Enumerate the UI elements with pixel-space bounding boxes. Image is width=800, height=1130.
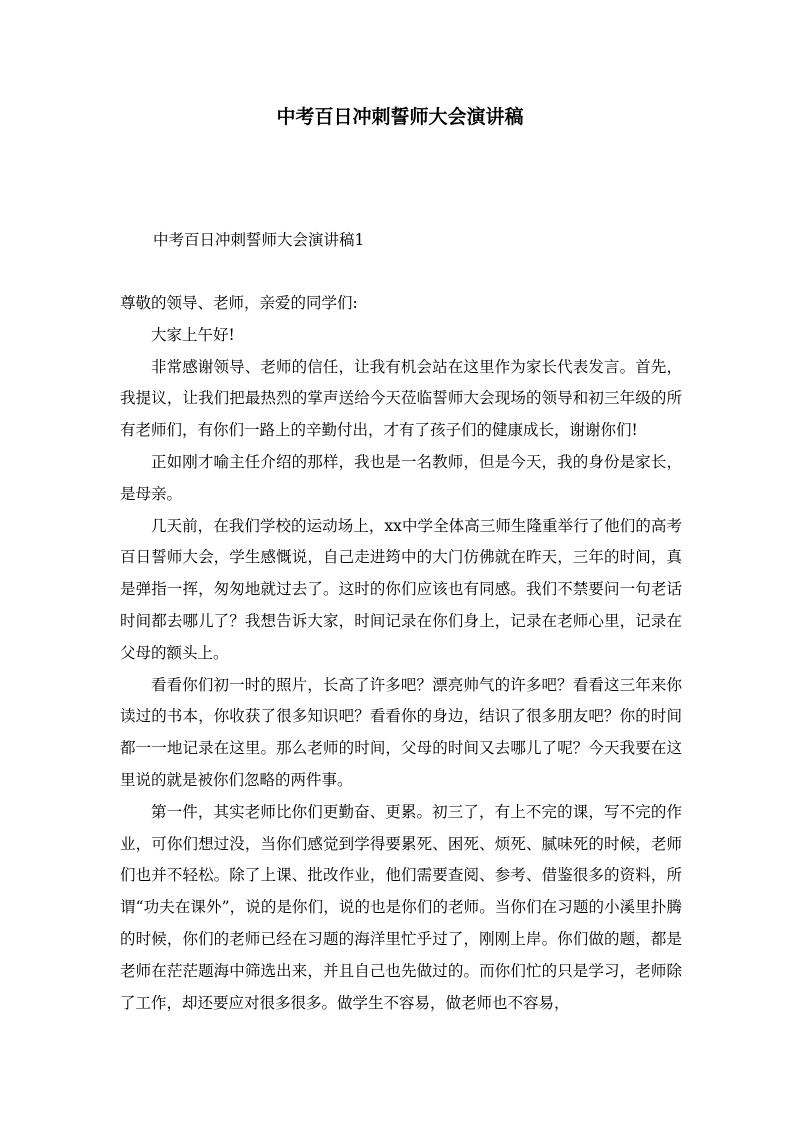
paragraph-thanks: 非常感谢领导、老师的信任，让我有机会站在这里作为家长代表发言。首先，我提议，让我们把最热烈的掌声送给今天莅临誓师大会现场的领导和初三年级的所有老师们，有你们一路上的辛勤付出，才有了孩子们的健康成长，谢谢你们! (120, 357, 682, 440)
paragraph-time: 几天前，在我们学校的运动场上，xx中学全体高三师生隆重举行了他们的高考百日誓师大会，学生感慨说，自己走进筠中的大门仿佛就在昨天，三年的时间，真是弹指一挥，匆匆地就过去了。这时的你们应该也有同感。我们不禁要问一句老话 时间都去哪儿了？我想告诉大家，时间记录在你们身上，记录在老师心里，记录在父母的额头上。 (120, 516, 682, 662)
paragraph-photos: 看看你们初一时的照片，长高了许多吧？漂亮帅气的许多吧？看看这三年来你读过的书本，你收获了很多知识吧？看看你的身边，结识了很多朋友吧？你的时间都一一地记录在这里。那么老师的时间，父母的时间又去哪儿了呢？今天我要在这里说的就是被你们忽略的两件事。 (120, 675, 682, 789)
salutation: 尊敬的领导、老师，亲爱的同学们: (120, 294, 358, 312)
paragraph-greeting: 大家上午好! (151, 325, 235, 344)
paragraph-first-point: 第一件，其实老师比你们更勤奋、更累。初三了，有上不完的课，写不完的作业，可你们想过没，当你们感觉到学得要累死、困死、烦死、腻味死的时候，老师们也并不轻松。除了上课、批改作业，他们需要查阅、参考、借鉴很多的资料，所谓“功夫在课外”，说的是你们，说的也是你们的老师。当你们在习题的小溪里扑腾的时候，你们的老师已经在习题的海洋里忙乎过了，刚刚上岸。你们做的题，都是老师在茫茫题海中筛选出来，并且自己也先做过的。而你们忙的只是学习，老师除了工作，却还要应对很多很多。做学生不容易，做老师也不容易， (120, 802, 682, 1012)
speech-subtitle: 中考百日冲刺誓师大会演讲稿1 (153, 231, 365, 249)
paragraph-identity: 正如刚才喻主任介绍的那样，我也是一名教师，但是今天，我的身份是家长，是母亲。 (120, 452, 682, 503)
document-body (120, 288, 682, 1019)
document-title: 中考百日冲刺誓师大会演讲稿 (276, 106, 524, 128)
